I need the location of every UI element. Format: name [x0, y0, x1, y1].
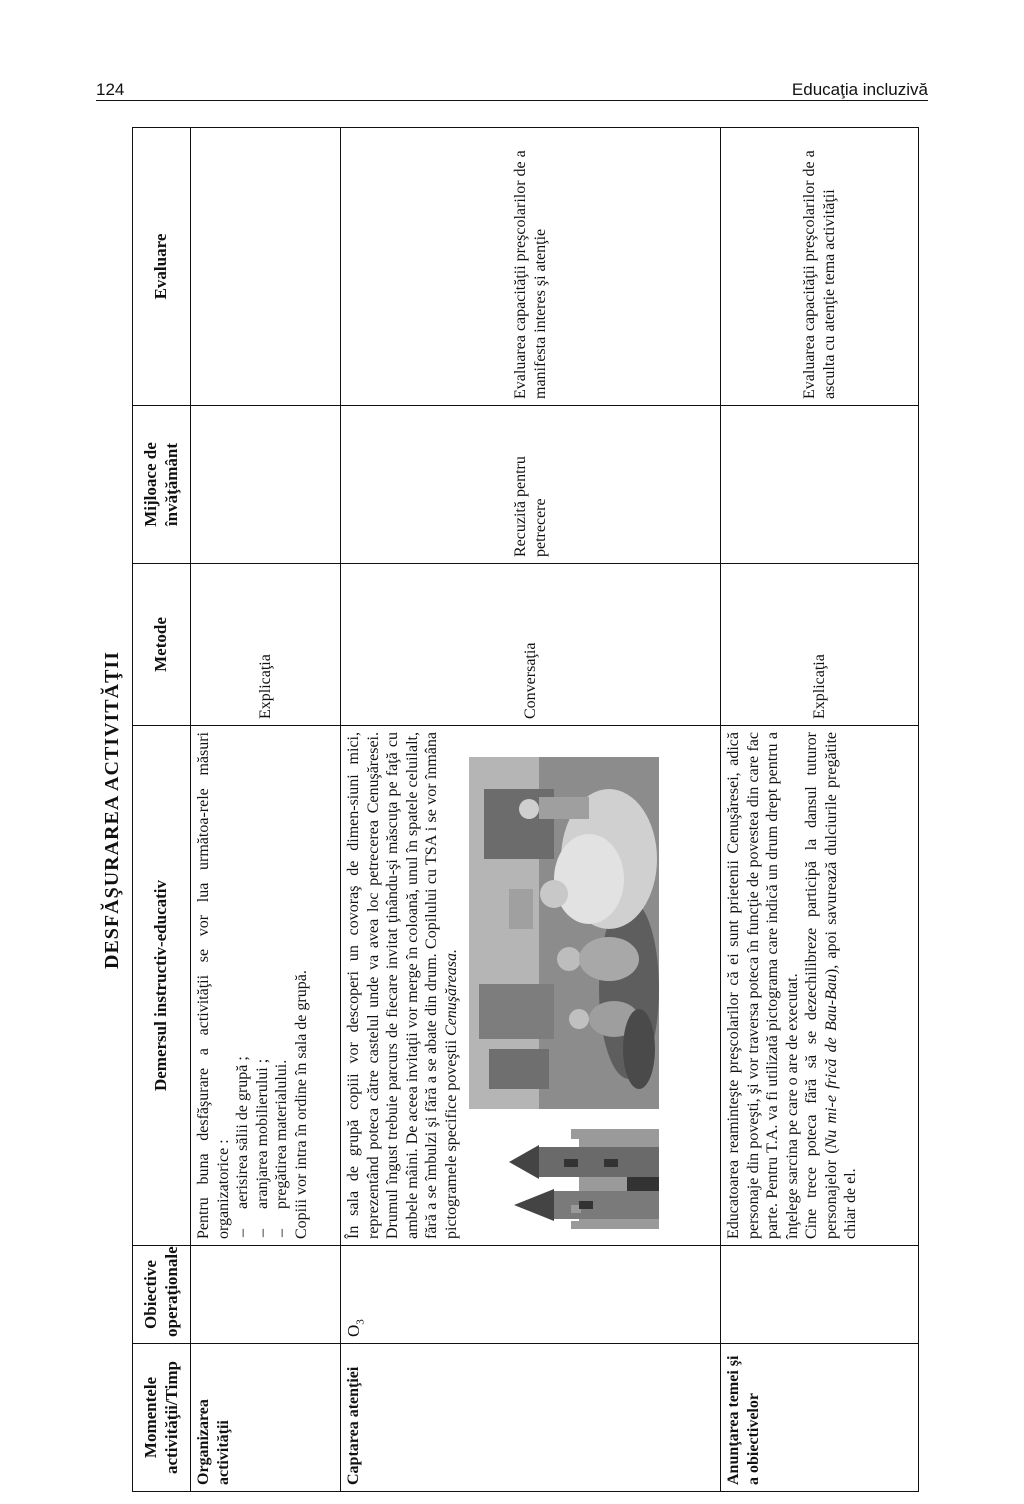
evaluation-cell: Evaluarea capacităţii preşcolarilor de a asculta cu atenţie tema activităţii [721, 128, 919, 406]
demers-cell [341, 726, 721, 1246]
illustration [469, 732, 659, 1239]
measures-list [233, 732, 292, 1239]
rotated-table-container [94, 128, 927, 1492]
castle-icon [509, 1119, 659, 1239]
table-row [721, 128, 919, 1492]
header-row [133, 128, 191, 1492]
col-header-means: Mijloace de învăţământ [133, 406, 191, 564]
demers-cell [191, 726, 341, 1246]
demers-text: În sala de grupă copiii vor descoperi un covoraş de dimen-siuni mici, reprezentând poteca către castelul unde va avea loc petrecerea Cenuşăresei. Drumul îngust trebuie parcurs de fiecare invitat ţinându-şi măscuţa pe faţă cu ambele mâini. De aceea invitaţii vor merge în coloană, unul în spatele celuilalt, fără a se îmbulzi şi fără a se abate din drum. Copilului cu TSA i se vor înmâna pictogramele specifice poveştii [345, 732, 460, 1239]
objective-cell [341, 1246, 721, 1344]
story-scene-image [469, 757, 659, 1109]
page-number: 124 [96, 80, 125, 99]
moment-cell: Anunţarea temei şi a obiectivelor [721, 1344, 919, 1492]
running-title: Educaţia incluzivă [791, 80, 928, 99]
evaluation-cell [191, 128, 341, 406]
objective-cell [191, 1246, 341, 1344]
objective-code: $O_3$ [344, 1319, 367, 1337]
demers-cell [721, 726, 919, 1246]
means-cell [721, 406, 919, 564]
list-item: – aranjarea mobilierului ; [253, 732, 273, 1239]
moment-cell: Captarea atenţiei [341, 1344, 721, 1492]
col-header-objectives: Obiective operaţionale [133, 1246, 191, 1344]
table-row [191, 128, 341, 1492]
col-header-methods: Metode [133, 564, 191, 726]
col-header-moment: Momentele activităţii/Timp [133, 1344, 191, 1492]
list-item: – aerisirea sălii de grupă ; [233, 732, 253, 1239]
demers-intro: Pentru buna desfăşurare a activităţii se vor lua următoa-rele măsuri organizatorice : [195, 732, 232, 1239]
activity-table [132, 127, 919, 1492]
demers-text: Educatoarea reaminteşte preşcolarilor că ei sunt prietenii Cenuşăresei, adică personaje din poveşti, şi vor traversa poteca în funcţie de povestea din care fac parte. Pentru T.A. va fi utilizată pictograma care indică un drum drept pentru a înţelege sarcina pe care o are de executat. [725, 732, 801, 1239]
header-rule [96, 100, 928, 101]
method-cell: Explicaţia [191, 564, 341, 726]
method-cell: Conversaţia [341, 564, 721, 726]
table-title: DESFĂŞURAREA ACTIVITĂŢII [101, 651, 123, 969]
evaluation-cell: Evaluarea capacităţii preşcolarilor de a manifesta interes şi atenţie [341, 128, 721, 406]
moment-cell: Organizarea activităţii [191, 1344, 341, 1492]
method-cell: Explicaţia [721, 564, 919, 726]
song-title: Nu mi-e frică de Bau-Bau [822, 974, 840, 1149]
objective-cell [721, 1246, 919, 1344]
means-cell [191, 406, 341, 564]
list-item: – pregătirea materialului. [272, 732, 292, 1239]
col-header-demers: Demersul instructiv-educativ [133, 726, 191, 1246]
means-cell: Recuzită pentru petrecere [341, 406, 721, 564]
col-header-evaluation: Evaluare [133, 128, 191, 406]
table-row [341, 128, 721, 1492]
story-title: Cenuşăreasa. [442, 949, 460, 1036]
demers-text-2: Cine trece poteca fără să se dezechilibreze participă la dansul tuturor personajelor (Nu mi-e frică de Bau-Bau), apoi savurează dulciurile pregătite chiar de el. [803, 731, 860, 1239]
demers-outro: Copiii vor intra în ordine în sala de grupă. [292, 970, 310, 1239]
